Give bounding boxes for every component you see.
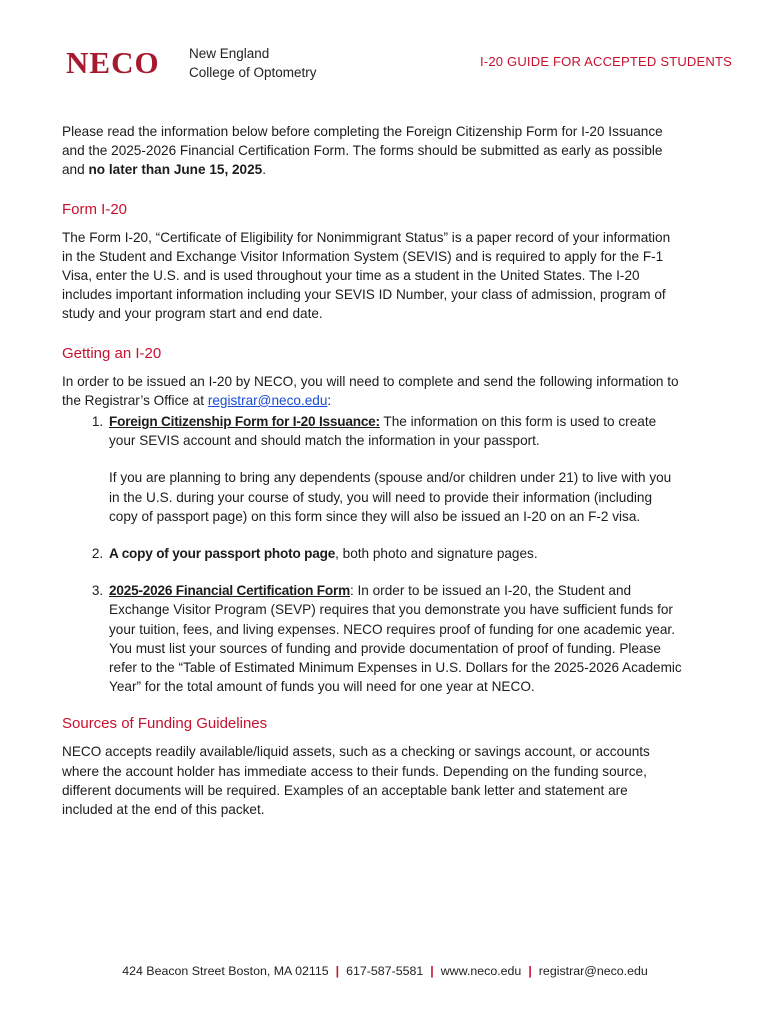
neco-logo: NECO	[66, 45, 160, 80]
funding-body: NECO accepts readily available/liquid assets, such as a checking or savings account, or accounts where the account holder has immediate access to their funds. Depending on the funding source, different documents will be required. Examples of an acceptable bank letter and statement are included at the end of this packet.	[62, 744, 650, 818]
item-colon: :	[349, 583, 354, 599]
guide-title: I-20 GUIDE FOR ACCEPTED STUDENTS	[480, 54, 732, 69]
page-header	[0, 0, 770, 100]
footer-phone: 617-587-5581	[346, 964, 424, 978]
footer-address: 424 Beacon Street Boston, MA 02115	[122, 964, 329, 978]
section-form-i20	[62, 200, 682, 324]
footer-separator: |	[430, 964, 434, 978]
heading-form-i20: Form I-20	[62, 200, 128, 218]
list-item	[107, 412, 682, 526]
footer-separator: |	[335, 964, 340, 978]
heading-funding: Sources of Funding Guidelines	[62, 715, 268, 733]
dependents-note: If you are planning to bring any dependents (spouse and/or children under 21) to live with you in the U.S. during your course of study, you will need to provide their information (including copy of passport page) on this form since they will also be issued an I-20 on an F-2 visa.	[109, 470, 672, 524]
footer-separator: |	[528, 964, 532, 978]
deadline: no later than June 15, 2025	[88, 162, 263, 178]
item-colon: :	[375, 414, 380, 430]
intro-paragraph	[62, 122, 682, 180]
document-body	[62, 122, 682, 839]
item-text: , both photo and signature pages.	[335, 546, 538, 562]
item-title-citizenship-form: Foreign Citizenship Form for I-20 Issuance	[109, 414, 376, 430]
intro-text: Please read the information below before completing the Foreign Citizenship Form for I-20 Issuance and the 2025-2026 Financial Certification Form. The forms should be submitted as early as possible and	[62, 124, 663, 178]
section-funding	[62, 714, 682, 819]
heading-getting-i20: Getting an I-20	[62, 344, 162, 362]
registrar-email-link[interactable]: registrar@neco.edu	[207, 392, 328, 408]
item-text: The information on this form is used to create your SEVIS account and should match the information in your passport.	[109, 414, 657, 449]
footer-website: www.neco.edu	[440, 964, 522, 978]
intro-end: .	[262, 162, 267, 178]
list-item	[107, 581, 682, 696]
item-title-financial-form: 2025-2026 Financial Certification Form	[109, 583, 350, 599]
page-footer	[0, 964, 770, 978]
org-name-line2: College of Optometry	[189, 65, 317, 80]
form-i20-body: The Form I-20, “Certificate of Eligibility for Nonimmigrant Status” is a paper record of your information in the Student and Exchange Visitor Information System (SEVIS) and is required to apply for the F-1 Visa, enter the U.S. and is used throughout your time as a student in the United States. The I-20 includes important information including your SEVIS ID Number, your class of admission, program of study and your program start and end date.	[62, 229, 671, 322]
item-text: In order to be issued an I-20, the Student and Exchange Visitor Program (SEVP) requires that you demonstrate you have sufficient funds for your tuition, fees, and living expenses. NECO requires proof of funding for one academic year. You must list your sources of funding and provide documentation of proof of funding. Please refer to the “Table of Estimated Minimum Expenses in U.S. Dollars for the 2025-2026 Academic Year” for the total amount of funds you will need for one year at NECO.	[109, 583, 682, 695]
footer-email: registrar@neco.edu	[538, 964, 648, 978]
org-name	[189, 44, 317, 82]
getting-body-end: :	[327, 392, 332, 408]
item-title-passport: A copy of your passport photo page	[109, 546, 336, 562]
requirements-list	[62, 412, 682, 696]
getting-body	[62, 372, 682, 410]
getting-body-text: In order to be issued an I-20 by NECO, you will need to complete and send the following information to the Registrar’s Office at	[62, 373, 679, 408]
list-item	[107, 544, 682, 563]
section-getting-i20	[62, 344, 682, 697]
org-name-line1: New England	[189, 46, 270, 61]
